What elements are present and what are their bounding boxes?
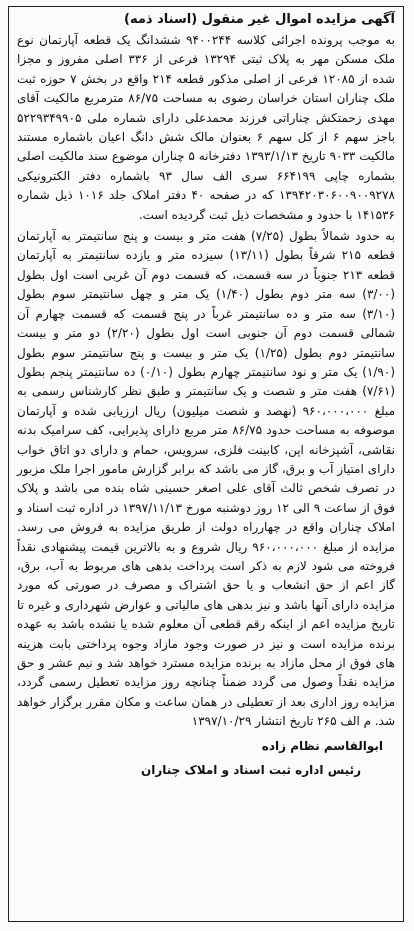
notice-boundaries-and-terms: به حدود شمالاً بطول (۷/۲۵) هفت متر و بیست و پنج سانتیمتر به آپارتمان قطعه ۲۱۵ شرقاً بطول (۱۳/۱۱) سیزده متر و یازده سانتیمتر به آپارتمان قطعه ۲۱۳ جنوباً در سه قسمت، که قسمت دوم آن غربی است اول بطول (۳/۰۰) سه متر دوم بطول (۱/۴۰) یک متر و چهل سانتیمتر سوم بطول (۳/۱۰) سه متر و ده سانتیمتر غرباً در پنج قسمت که قسمت چهارم آن شمالی قسمت دوم آن جنوبی است اول بطول (۲/۲۰) دو متر و بیست سانتیمتر دوم بطول (۱/۲۵) یک متر و بیست و پنج سانتیمتر سوم بطول (۱/۹۰) یک متر و نود سانتیمتر چهارم بطول (۰/۱۰) ده سانتیمتر پنجم بطول (۷/۶۱) هفت متر و شصت و یک سانتیمتر و طبق نظر کارشناس رسمی به مبلغ ۹۶۰،۰۰۰،۰۰۰ (نهصد و شصت میلیون) ریال ارزیابی شده و آپارتمان موصوفه به مساحت حدود ۸۶/۷۵ متر مربع دارای پذیرایی، کف سرامیک بدنه نقاشی، آشپزخانه اپن، کابینت فلزی، سرویس، حمام و دارای دو اتاق خواب دارای امتیاز آب و برق، گاز می باشد که برابر گزارش مامور اجرا ملک مزبور در تصرف شخص ثالث آقای علی اصغر حسینی شاه بنده می باشد و پلاک فوق از ساعت ۹ الی ۱۲ روز دوشنبه مورخ ۱۳۹۷/۱۱/۱۳ در اداره ثبت اسناد و املاک چناران واقع در چهارراه دولت از طریق مزایده به فروش می رسد. مزایده از مبلغ ۹۶۰،۰۰۰،۰۰۰ ریال شروع و به بالاترین قیمت پیشنهادی نقداً فروخته می شود لازم به ذکر است پرداخت بدهی های مربوط به آب، برق، گاز اعم از حق انشعاب و یا حق اشتراک و مصرف در صورتی که مورد مزایده دارای آنها باشد و نیز بدهی های مالیاتی و عوارض شهرداری و غیره تا تاریخ مزایده اعم از اینکه رقم قطعی آن معلوم شده یا نشده باشد به عهده برنده مزایده است و نیز در صورت وجود مازاد وجوه پرداختی بابت هزینه های فوق از محل مازاد به برنده مزایده مسترد خواهد شد و نیم عشر و حق مزایده نقداً وصول می گردد ضمناً چنانچه روز مزایده تعطیل رسمی گردد، مزایده روز اداری بعد از تعطیلی در همان ساعت و مکان مقرر برگزار خواهد شد. م الف ۲۶۵ تاریخ انتشار ۱۳۹۷/۱۰/۲۹ xyxy=(17,229,396,729)
signature-name: ابوالقاسم نظام زاده xyxy=(261,738,383,753)
notice-property-description: به موجب پرونده اجرائی کلاسه ۹۴۰۰۲۴۴ ششدانگ یک قطعه آپارتمان نوع ملک مسکن مهر به پلاک ثبتی ۱۳۲۹۴ فرعی از ۳۳۶ اصلی مفروز و مجزا شده از ۱۲۰۸۵ فرعی از اصلی مذکور قطعه ۲۱۴ واقع در بخش ۷ حوزه ثبت ملک چناران استان خراسان رضوی به مساحت ۸۶/۷۵ مترمربع مالکیت آقای مهدی زحمتکش چناراتی فرزند محمدعلی دارای شماره ملی ۵۲۲۹۳۴۹۹۰۵ باجز سهم ۶ از کل سهم ۶ بعنوان مالک شش دانگ اعیان باشماره مستند مالکیت ۹۰۳۳ تاریخ ۱۳۹۳/۱/۱۳ دفترخانه ۵ چناران موضوع سند مالکیت اصلی بشماره چاپی ۶۶۴۱۹۹ سری الف سال ۹۳ باشماره دفتر الکترونیکی ۱۳۹۴۲۰۳۰۶۰۰۹۰۰۹۲۷۸ که در صفحه ۴۰ دفتر املاک جلد ۱۰۱۶ ذیل شماره ۱۴۱۵۳۶ با حدود و مشخصات ذیل ثبت گردیده است. xyxy=(17,33,396,222)
notice-title: آگهی مزایده اموال غیر منقول (اسناد ذمه) xyxy=(124,12,395,27)
auction-notice xyxy=(8,6,404,922)
signature-office: رئیس اداره ثبت اسناد و املاک چناران xyxy=(140,762,361,777)
